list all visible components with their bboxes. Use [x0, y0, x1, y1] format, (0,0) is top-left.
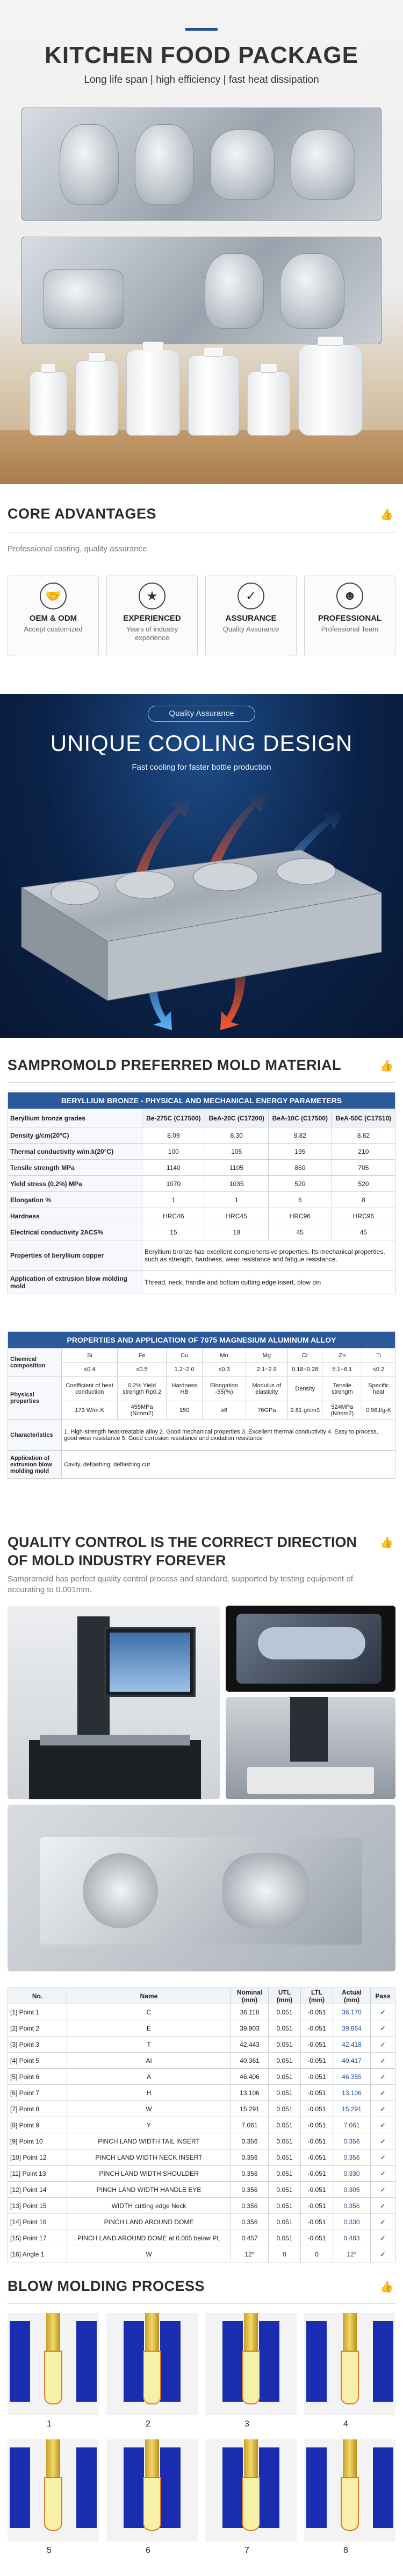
cell: 0.356	[231, 2149, 269, 2166]
row-label: Characteristics	[8, 1420, 62, 1451]
cell: 0.356	[333, 2198, 371, 2214]
cell: Cavity, defiashing, deflashing cut	[62, 1451, 395, 1479]
cell: [8] Point 9	[8, 2117, 67, 2133]
cell: 0	[269, 2246, 301, 2262]
advantages-subtitle: Professional casting, quality assurance	[8, 544, 147, 553]
card-title: OEM & ODM	[29, 614, 77, 623]
blow-step-image	[106, 2439, 198, 2542]
cell: ✓	[371, 2230, 395, 2246]
quality-assurance-tag: Quality Assurance	[148, 706, 255, 722]
cell: 13.106	[333, 2085, 371, 2101]
cell: Cu	[166, 1349, 203, 1362]
handshake-icon: 🤝	[40, 583, 67, 609]
cell: 12°	[231, 2246, 269, 2262]
cell: 7.061	[333, 2117, 371, 2133]
cell: [5] Point 6	[8, 2069, 67, 2085]
table-row	[8, 2133, 395, 2149]
cell: ✓	[371, 2101, 395, 2117]
cell: 455MPa (N/mm2)	[118, 1401, 166, 1420]
cell: Si	[62, 1349, 118, 1362]
wooden-shelf	[0, 430, 403, 484]
row-label: Tensile strength MPa	[8, 1160, 142, 1176]
cell: 0.051	[269, 2182, 301, 2198]
cell: 1.2~2.0	[166, 1362, 203, 1376]
table-row	[8, 2149, 395, 2166]
cell: 0.96J/g-K	[362, 1401, 395, 1420]
cell: 18	[205, 1224, 268, 1240]
cell: HRC46	[142, 1208, 205, 1224]
table-row	[8, 2214, 395, 2230]
cell: W	[67, 2246, 231, 2262]
table-row	[8, 2036, 395, 2053]
cell: 0.356	[231, 2166, 269, 2182]
blow-step-image	[304, 2313, 395, 2415]
card-title: ASSURANCE	[225, 614, 277, 623]
mold-image-top	[21, 108, 382, 221]
cell: Modulus of elasticity	[246, 1376, 287, 1401]
table-row	[8, 2020, 395, 2036]
cell: 0.2% Yield strength Rp0.2	[118, 1376, 166, 1401]
cell: ≤0.2	[362, 1362, 395, 1376]
quality-rows	[8, 2004, 395, 2262]
cell: [7] Point 8	[8, 2101, 67, 2117]
step-number-badge: 4	[343, 2419, 348, 2429]
bottle-image	[188, 355, 239, 436]
bottle-image	[298, 344, 363, 436]
cell: [2] Point 2	[8, 2020, 67, 2036]
cell: -0.051	[301, 2004, 333, 2020]
blow-step-image	[106, 2313, 198, 2415]
quality-measurement-table	[8, 1988, 395, 2262]
thumbs-up-icon[interactable]: 👍	[380, 1537, 393, 1549]
table-row	[8, 2246, 395, 2262]
microscope-view-image	[226, 1606, 395, 1692]
bottle-image	[247, 371, 290, 436]
column-header: Nominal (mm)	[231, 1988, 269, 2004]
column-header: No.	[8, 1988, 67, 2004]
step-number-badge: 6	[146, 2546, 150, 2555]
cell: ≤0.4	[62, 1362, 118, 1376]
cell: Fe	[118, 1349, 166, 1362]
cell: 0.051	[269, 2117, 301, 2133]
table-row	[8, 2101, 395, 2117]
cell: 0.330	[333, 2166, 371, 2182]
card-title: PROFESSIONAL	[318, 614, 382, 623]
blow-title: BLOW MOLDING PROCESS	[8, 2278, 205, 2294]
step-number-badge: 1	[47, 2419, 52, 2429]
cell: -0.051	[301, 2069, 333, 2085]
quality-title: QUALITY CONTROL IS THE CORRECT DIRECTION OF MOLD INDUSTRY FOREVER	[8, 1534, 357, 1569]
cell: [11] Point 13	[8, 2166, 67, 2182]
cell: HRC96	[332, 1208, 395, 1224]
cell: 0.051	[269, 2198, 301, 2214]
cell: [1] Point 1	[8, 2004, 67, 2020]
cell: Ti	[362, 1349, 395, 1362]
advantage-card-experienced	[106, 576, 198, 656]
cell: H	[67, 2085, 231, 2101]
cell: AI	[67, 2053, 231, 2069]
cell: -0.051	[301, 2133, 333, 2149]
cell: ✓	[371, 2053, 395, 2069]
cell: 0.457	[231, 2230, 269, 2246]
cell: ✓	[371, 2117, 395, 2133]
row-label: Thermal conductivity w/m.k(20°C)	[8, 1144, 142, 1160]
cell: ≤0.3	[203, 1362, 246, 1376]
cell: Tensile strength	[322, 1376, 362, 1401]
step-number-badge: 2	[146, 2419, 150, 2429]
cell: 15.291	[231, 2101, 269, 2117]
cell: ✓	[371, 2149, 395, 2166]
cell: HRC96	[268, 1208, 332, 1224]
aluminum-table-header: PROPERTIES AND APPLICATION OF 7075 MAGNESIUM ALUMINUM ALLOY	[8, 1332, 395, 1349]
cell: 36.170	[333, 2004, 371, 2020]
mold-inspection-image	[8, 1805, 395, 1971]
cell: 520	[332, 1176, 395, 1192]
cell: 40.361	[231, 2053, 269, 2069]
cell: 0.051	[269, 2004, 301, 2020]
cell: ✓	[371, 2020, 395, 2036]
cell: Y	[67, 2117, 231, 2133]
beryllium-table	[8, 1092, 395, 1294]
cell: ✓	[371, 2166, 395, 2182]
probe-image	[226, 1697, 395, 1799]
cell: -0.051	[301, 2166, 333, 2182]
step-number-badge: 5	[47, 2546, 52, 2555]
cooling-section	[0, 694, 403, 1038]
shield-check-icon: ✓	[238, 583, 264, 609]
row-label: Density g/cm(20°C)	[8, 1127, 142, 1144]
cell: 100	[142, 1144, 205, 1160]
measuring-machine-image	[8, 1606, 220, 1799]
cell: -0.051	[301, 2214, 333, 2230]
cell: ✓	[371, 2133, 395, 2149]
cell: 42.418	[333, 2036, 371, 2053]
step-number-badge: 8	[343, 2546, 348, 2555]
advantage-card-professional	[304, 576, 395, 656]
cell: 173 W/m.K	[62, 1401, 118, 1420]
cell: 105	[205, 1144, 268, 1160]
column-header: Actual (mm)	[333, 1988, 371, 2004]
cooling-title: UNIQUE COOLING DESIGN	[50, 730, 353, 756]
blow-step-image	[304, 2439, 395, 2542]
cell: ≥6	[203, 1401, 246, 1420]
column-header: BeA-10C (C17500)	[268, 1109, 332, 1127]
cell: -0.051	[301, 2036, 333, 2053]
cell: 1	[205, 1192, 268, 1208]
cell: 0.356	[333, 2149, 371, 2166]
blow-step-image	[205, 2313, 297, 2415]
cell: 2.1~2.9	[246, 1362, 287, 1376]
cell: 39.864	[333, 2020, 371, 2036]
cell: 0.051	[269, 2053, 301, 2069]
cell: 45	[268, 1224, 332, 1240]
cell: W	[67, 2101, 231, 2117]
cell: 6	[268, 1192, 332, 1208]
blow-step-image	[8, 2313, 99, 2415]
cell: PINCH LAND AROUND DOME at 0.005 below PL	[67, 2230, 231, 2246]
cell: 1035	[205, 1176, 268, 1192]
cell: WIDTH cutting edge Neck	[67, 2198, 231, 2214]
hero-section	[0, 0, 403, 484]
cell: 0.051	[269, 2036, 301, 2053]
table-row	[8, 2085, 395, 2101]
cell: [4] Point 5	[8, 2053, 67, 2069]
cell: PINCH LAND WIDTH TAIL INSERT	[67, 2133, 231, 2149]
cell: -0.051	[301, 2020, 333, 2036]
bottle-image	[126, 350, 180, 436]
cell: -0.051	[301, 2101, 333, 2117]
divider	[8, 2303, 395, 2304]
cell: 520	[268, 1176, 332, 1192]
cell: 0	[301, 2246, 333, 2262]
cell: 0.356	[231, 2182, 269, 2198]
cell: 12°	[333, 2246, 371, 2262]
cell: 1070	[142, 1176, 205, 1192]
cell: 46.355	[333, 2069, 371, 2085]
cell: -0.051	[301, 2149, 333, 2166]
row-label: Physical properties	[8, 1376, 62, 1420]
cell: 1	[142, 1192, 205, 1208]
column-header: Be-275C (C17500)	[142, 1109, 205, 1127]
row-label: Elongation %	[8, 1192, 142, 1208]
cell: ✓	[371, 2085, 395, 2101]
cell: 0.051	[269, 2020, 301, 2036]
cell: Mn	[203, 1349, 246, 1362]
user-team-icon: ☻	[336, 583, 363, 609]
cell: 8.09	[142, 1127, 205, 1144]
cell: PINCH LAND WIDTH HANDLE EYE	[67, 2182, 231, 2198]
quality-subtitle: Sampromold has perfect quality control process and standard, supported by testing equipment of accurating to 0.001mm.	[8, 1574, 353, 1594]
cell: [3] Point 3	[8, 2036, 67, 2053]
cell: 705	[332, 1160, 395, 1176]
cell: 0.051	[269, 2133, 301, 2149]
cell: 0.051	[269, 2149, 301, 2166]
cell: 0.356	[231, 2198, 269, 2214]
table-row	[8, 2182, 395, 2198]
cell: 8.30	[205, 1127, 268, 1144]
row-label: Electrical conductivity 2ACS%	[8, 1224, 142, 1240]
cell: 42.443	[231, 2036, 269, 2053]
card-desc: Years of industry experience	[126, 625, 178, 642]
cell: [14] Point 16	[8, 2214, 67, 2230]
row-label: Hardness	[8, 1208, 142, 1224]
cell: A	[67, 2069, 231, 2085]
cell: -0.051	[301, 2053, 333, 2069]
cell: 0.483	[333, 2230, 371, 2246]
cell: 0.356	[231, 2133, 269, 2149]
aluminum-table	[8, 1331, 395, 1479]
cell: Zn	[322, 1349, 362, 1362]
thumbs-up-icon[interactable]: 👍	[380, 509, 393, 521]
cell: ✓	[371, 2198, 395, 2214]
advantage-cards	[8, 576, 395, 656]
cell: 0.330	[333, 2214, 371, 2230]
table-row	[8, 2004, 395, 2020]
cell: 15	[142, 1224, 205, 1240]
medal-icon: ★	[139, 583, 165, 609]
cell: 0.356	[333, 2133, 371, 2149]
advantage-card-assurance	[205, 576, 297, 656]
cell: -0.051	[301, 2085, 333, 2101]
column-header: BeA-20C (C17200)	[205, 1109, 268, 1127]
cell: Cr	[287, 1349, 322, 1362]
cell: 1140	[142, 1160, 205, 1176]
cell: -0.051	[301, 2117, 333, 2133]
cell: ✓	[371, 2036, 395, 2053]
material-title: SAMPROMOLD PREFERRED MOLD MATERIAL	[8, 1057, 341, 1073]
cell: 210	[332, 1144, 395, 1160]
cell: 0.305	[333, 2182, 371, 2198]
card-desc: Professional Team	[321, 625, 379, 633]
cell: [6] Point 7	[8, 2085, 67, 2101]
column-header: BeA-50C (C17510)	[332, 1109, 395, 1127]
cell: 0.051	[269, 2085, 301, 2101]
cell: 7.061	[231, 2117, 269, 2133]
divider	[8, 1082, 395, 1083]
cell: 150	[166, 1401, 203, 1420]
cell: 45	[332, 1224, 395, 1240]
cell: -0.051	[301, 2182, 333, 2198]
row-label: Application of extrusion blow molding mold	[8, 1271, 142, 1294]
cell: ✓	[371, 2069, 395, 2085]
hero-subtitle: Long life span | high efficiency | fast heat dissipation	[84, 74, 319, 86]
bottle-image	[30, 371, 67, 436]
table-row	[8, 2069, 395, 2085]
cell: [13] Point 15	[8, 2198, 67, 2214]
cell: Hardness HB	[166, 1376, 203, 1401]
column-header: Pass	[371, 1988, 395, 2004]
cell: -0.051	[301, 2230, 333, 2246]
cell: C	[67, 2004, 231, 2020]
card-desc: Accept customized	[24, 625, 83, 633]
table-row	[8, 2053, 395, 2069]
cell: 0.356	[231, 2214, 269, 2230]
cell: 15.291	[333, 2101, 371, 2117]
row-label: Properties of beryllium copper	[8, 1240, 142, 1271]
cell: 1. High-strength heat-treatable alloy 2. Good mechanical properties 3. Excellent thermal conductivity 4. Easy to process, good wear resistance 5. Good corrosion resistance and oxidation resistance	[62, 1420, 395, 1451]
blow-step-image	[205, 2439, 297, 2542]
cell: [10] Point 12	[8, 2149, 67, 2166]
step-number-badge: 7	[244, 2546, 249, 2555]
cell: 40.417	[333, 2053, 371, 2069]
thumbs-up-icon[interactable]: 👍	[380, 1060, 393, 1072]
table-row	[8, 2198, 395, 2214]
cell: 860	[268, 1160, 332, 1176]
advantage-card-oem	[8, 576, 99, 656]
cell: PINCH LAND AROUND DOME	[67, 2214, 231, 2230]
column-header: Beryllium bronze grades	[8, 1109, 142, 1127]
cell: PINCH LAND WIDTH NECK INSERT	[67, 2149, 231, 2166]
cell: 76GPa	[246, 1401, 287, 1420]
cell: 1105	[205, 1160, 268, 1176]
cell: [9] Point 10	[8, 2133, 67, 2149]
card-title: EXPERIENCED	[123, 614, 181, 623]
column-header: Name	[67, 1988, 231, 2004]
cell: 5.1~6.1	[322, 1362, 362, 1376]
table-row	[8, 2230, 395, 2246]
cell: 0.051	[269, 2101, 301, 2117]
cooling-illustration	[0, 785, 403, 1033]
cell: 8.82	[332, 1127, 395, 1144]
cell: ≤0.5	[118, 1362, 166, 1376]
title-accent-bar	[185, 28, 218, 31]
cell: ✓	[371, 2182, 395, 2198]
cell: 2.81 g/cm3	[287, 1401, 322, 1420]
row-label: Application of extrusion blow molding mold	[8, 1451, 62, 1479]
cell: Thread, neck, handle and bottom cutting edge insert, blow pin	[142, 1271, 395, 1294]
cell: 195	[268, 1144, 332, 1160]
card-desc: Quality Assurance	[222, 625, 279, 633]
cell: 39.903	[231, 2020, 269, 2036]
cell: ✓	[371, 2246, 395, 2262]
blow-step-image	[8, 2439, 99, 2542]
cell: 0.051	[269, 2214, 301, 2230]
table-row	[8, 2166, 395, 2182]
cell: ✓	[371, 2214, 395, 2230]
hero-title: KITCHEN FOOD PACKAGE	[45, 42, 358, 68]
row-label: Yield stress (0.2%) MPa	[8, 1176, 142, 1192]
advantages-title: CORE ADVANTAGES	[8, 506, 157, 522]
column-header: UTL (mm)	[269, 1988, 301, 2004]
cell: HRC45	[205, 1208, 268, 1224]
cell: Elongation -55(%)	[203, 1376, 246, 1401]
cell: 8	[332, 1192, 395, 1208]
cell: [15] Point 17	[8, 2230, 67, 2246]
cell: 0.051	[269, 2069, 301, 2085]
cell: Specific heat	[362, 1376, 395, 1401]
bottle-image	[75, 360, 118, 436]
thumbs-up-icon[interactable]: 👍	[380, 2281, 393, 2293]
step-number-badge: 3	[244, 2419, 249, 2429]
column-header: LTL (mm)	[301, 1988, 333, 2004]
cell: 46.406	[231, 2069, 269, 2085]
cell: T	[67, 2036, 231, 2053]
cell: 0.051	[269, 2166, 301, 2182]
table-row	[8, 2117, 395, 2133]
cell: 8.82	[268, 1127, 332, 1144]
cell: Coefficient of heat conduction	[62, 1376, 118, 1401]
cell: 0.051	[269, 2230, 301, 2246]
cooling-subtitle: Fast cooling for faster bottle production	[132, 763, 271, 772]
cell: 36.118	[231, 2004, 269, 2020]
cell: ✓	[371, 2004, 395, 2020]
cell: Beryllium bronze has excellent comprehensive properties. Its mechanical properties, such as strength, hardness, wear resistance and fatigue resistance.	[142, 1240, 395, 1271]
cell: Density	[287, 1376, 322, 1401]
cell: -0.051	[301, 2198, 333, 2214]
cell: [16] Angle 1	[8, 2246, 67, 2262]
row-label: Chemical composition	[8, 1349, 62, 1376]
cell: 0.18~0.28	[287, 1362, 322, 1376]
cell: [12] Point 14	[8, 2182, 67, 2198]
cell: Mg	[246, 1349, 287, 1362]
cell: E	[67, 2020, 231, 2036]
mold-image-bottom	[21, 237, 382, 344]
cell: 524MPa (N/mm2)	[322, 1401, 362, 1420]
cell: PINCH LAND WIDTH SHOULDER	[67, 2166, 231, 2182]
cell: 13.106	[231, 2085, 269, 2101]
beryllium-table-header: BERYLLIUM BRONZE - PHYSICAL AND MECHANICAL ENERGY PARAMETERS	[8, 1092, 395, 1109]
